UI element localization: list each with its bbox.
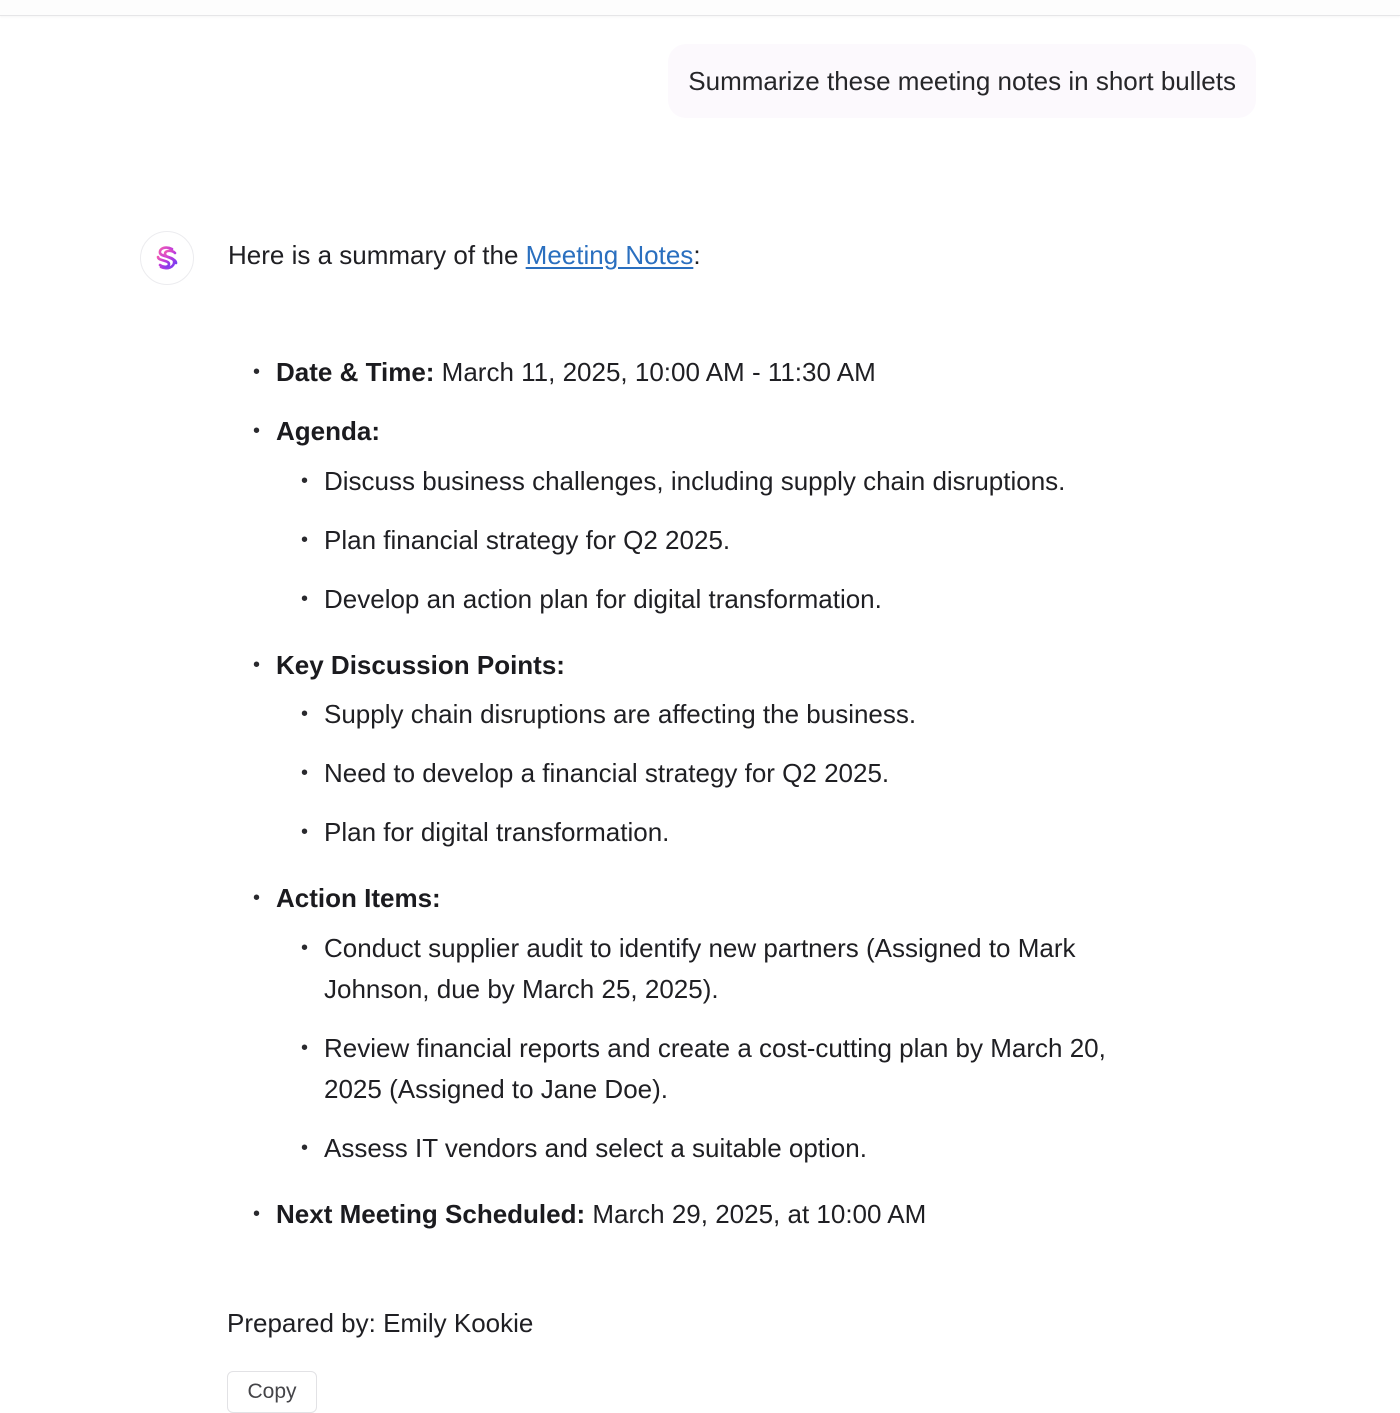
assistant-intro <box>228 240 701 271</box>
agenda-item: • Discuss business challenges, including supply chain disruptions. <box>252 461 1232 502</box>
action-item: • Review financial reports and create a cost-cutting plan by March 20, 2025 (Assigned to Jane Doe). <box>252 1028 1152 1110</box>
user-message-text: Summarize these meeting notes in short bullets <box>688 65 1236 96</box>
meeting-notes-link[interactable]: Meeting Notes <box>525 240 694 270</box>
copy-button[interactable]: Copy <box>227 1371 317 1413</box>
intro-suffix: : <box>693 240 701 270</box>
agenda-item: • Develop an action plan for digital transformation. <box>252 579 1232 620</box>
date-time-value: March 11, 2025, 10:00 AM - 11:30 AM <box>434 357 876 387</box>
agenda-item: • Plan financial strategy for Q2 2025. <box>252 520 1232 561</box>
user-message-bubble <box>668 44 1256 118</box>
prepared-by: Prepared by: Emily Kookie <box>227 1308 534 1338</box>
action-item: • Assess IT vendors and select a suitable option. <box>252 1128 1152 1169</box>
intro-prefix: Here is a summary of the <box>228 240 526 270</box>
key-point-item: • Need to develop a financial strategy for Q2 2025. <box>252 753 1232 794</box>
action-items-list <box>252 928 1152 1169</box>
summary-item-key-points <box>252 645 1232 686</box>
date-time-label: Date & Time: <box>276 357 435 387</box>
summary-list <box>252 352 1232 1235</box>
next-meeting-value: March 29, 2025, at 10:00 AM <box>585 1199 927 1229</box>
top-bar <box>0 0 1400 16</box>
agenda-list <box>252 461 1232 620</box>
key-point-item: • Supply chain disruptions are affecting the business. <box>252 694 1232 735</box>
key-points-label: Key Discussion Points: <box>276 650 565 680</box>
key-point-item: • Plan for digital transformation. <box>252 812 1232 853</box>
summary-item-agenda <box>252 411 1232 452</box>
next-meeting-label: Next Meeting Scheduled: <box>276 1199 586 1229</box>
agenda-label: Agenda: <box>276 416 380 446</box>
brain-knot-logo-icon <box>152 243 182 273</box>
action-items-label: Action Items: <box>276 883 441 913</box>
action-item: • Conduct supplier audit to identify new partners (Assigned to Mark Johnson, due by March 25, 2025). <box>252 928 1152 1010</box>
assistant-avatar <box>140 231 194 285</box>
summary-item-next-meeting <box>252 1194 1232 1235</box>
key-points-list <box>252 694 1232 853</box>
summary-item-date-time <box>252 352 1232 393</box>
summary-item-action-items <box>252 878 1232 919</box>
